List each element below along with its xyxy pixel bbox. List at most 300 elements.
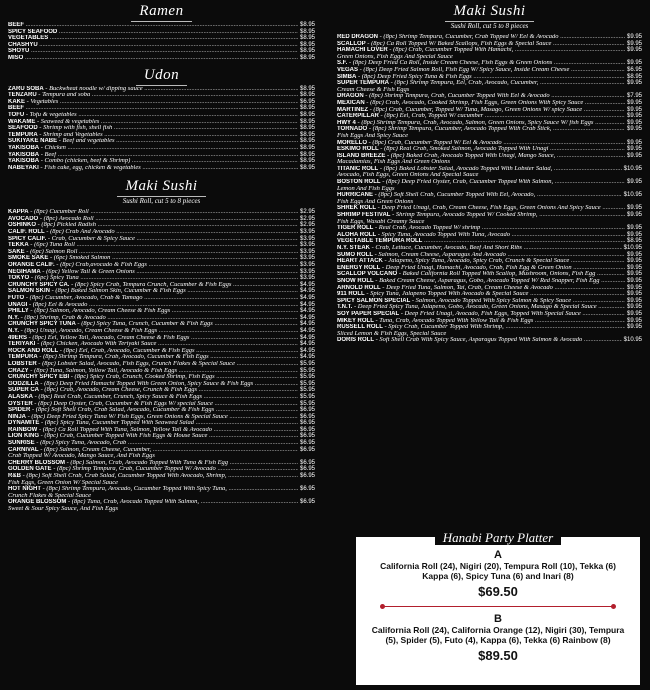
menu-item-description: - (8pc) Baked Lobster Salad, Avocado Topped With Lobster Salad, [378, 165, 553, 172]
menu-item-name: CRAZY [8, 367, 29, 374]
menu-item-name: ALASKA [8, 393, 33, 400]
maki-left-list [8, 209, 315, 512]
menu-item [8, 216, 315, 223]
menu-item-continuation: Lemon And Fish Eggs [337, 185, 395, 192]
menu-item-price: $9.95 [626, 212, 642, 219]
menu-item-name: YAKISOBA [8, 144, 40, 151]
menu-item-description: - (8pc) Spicy Tuna, Avocado, Crab [34, 440, 127, 447]
menu-item-name: ALOHA ROLL [337, 231, 377, 238]
menu-item-price: $9.95 [626, 179, 642, 186]
menu-item-text [8, 236, 298, 243]
menu-item-text [337, 265, 625, 272]
menu-item [337, 271, 642, 278]
menu-item-description: - (8pc) Deep Oyster, Crab, Cucumber & Fish Eggs W/ special Sauce [32, 400, 213, 407]
menu-item-description: - (8pc) Salmon, Avocado, Cream Cheese & Fish Eggs [28, 308, 171, 315]
menu-item-name: KAPPA [8, 209, 29, 216]
menu-item-price: $6.95 [299, 433, 315, 440]
menu-item-price: $8.95 [299, 92, 315, 99]
menu-item [8, 499, 315, 506]
menu-item-price: $8.95 [299, 125, 315, 132]
menu-item-text [8, 92, 298, 99]
menu-item [8, 427, 315, 434]
menu-item-name: TEMPURA [8, 131, 38, 138]
menu-item [337, 80, 642, 87]
menu-item-text [337, 311, 625, 318]
menu-item-price: $9.95 [626, 80, 642, 87]
menu-item-description: - Beef [39, 151, 57, 158]
menu-item-price: $9.95 [626, 258, 642, 265]
menu-item-name: CRUNCHY SPICY CA. [8, 281, 70, 288]
menu-item-name: CHERRY BLOSSOM [8, 459, 66, 466]
maki-right-list [337, 34, 642, 344]
menu-item-price: $3.95 [299, 268, 315, 275]
menu-item-description: - (8pc) Shrimp Tempura, Avocado, Cucumber Topped With Spicy Tuna, [41, 486, 227, 493]
menu-item-price: $9.95 [626, 251, 642, 258]
menu-item [8, 288, 315, 295]
menu-item-text [8, 29, 298, 36]
menu-item-name: TERIYAKI [8, 341, 36, 348]
menu-item-description: - (8pc) Pickled Radish [36, 222, 96, 229]
menu-item-text [8, 374, 298, 381]
menu-item-price: $9.95 [626, 34, 642, 40]
menu-item-name: 49ERS [8, 334, 28, 341]
menu-item [8, 440, 315, 447]
menu-item-name: BEEF [8, 22, 25, 28]
menu-item [8, 308, 315, 315]
platter-title: Hanabi Party Platter [356, 529, 640, 547]
menu-item [337, 245, 642, 252]
menu-item [8, 132, 315, 139]
menu-item-description: - (8pc) Shrimp Tempura, Eel, Crab, Avocado, Cucumber, [389, 80, 539, 87]
menu-item-price: $5.95 [299, 367, 315, 374]
menu-item-price: $6.95 [299, 98, 315, 105]
menu-item-description: - (8pc) Crab,avocado & Fish Eggs [54, 262, 147, 269]
menu-item-description: - Tofu & vegetables [24, 111, 77, 118]
menu-item-name: SUPER TEMPURA [337, 80, 390, 87]
menu-item-description: - Real Crab, Avocado Topped W/ shrimp [373, 225, 481, 232]
menu-item-text [8, 394, 298, 401]
menu-item-description: - (8pc) Baked Salmon Skin, Cucumber & Fish Eggs [50, 288, 186, 295]
menu-item-text [8, 354, 298, 361]
menu-item [8, 374, 315, 381]
menu-item-text [337, 324, 625, 331]
menu-item-text [8, 361, 298, 368]
menu-item-price: $8.95 [299, 164, 315, 171]
menu-item-price: $9.95 [626, 284, 642, 291]
menu-item-name: SCALLOP VOLCANO [337, 271, 398, 278]
menu-item-name: VEGAS [337, 66, 359, 73]
menu-item-price: $6.95 [299, 499, 315, 506]
menu-item-name: NINJA [8, 413, 27, 420]
menu-item-price: $5.95 [299, 387, 315, 394]
menu-item-name: N.Y. [8, 314, 20, 321]
menu-item-description: - Buckwheat noodle w/ dipping sauce [43, 85, 143, 92]
menu-item [8, 354, 315, 361]
menu-item-name: DORIS ROLL [337, 337, 374, 344]
menu-item-name: S.F. [337, 60, 348, 67]
menu-item-price: $9.95 [626, 146, 642, 153]
menu-item-price: $8.95 [299, 54, 315, 61]
menu-item-price: $8.95 [299, 85, 315, 92]
menu-item [337, 120, 642, 127]
menu-item-text [8, 288, 298, 295]
menu-item-description: - (8pc) Unagi, Avocado, Cream Cheese & Fish Eggs [19, 327, 158, 334]
menu-item-description: - (8pc) Eel, Crab, Avocado, Cucumber & Fish Eggs [58, 347, 195, 354]
menu-item-price: $9.95 [626, 40, 642, 47]
menu-item-price: $8.95 [299, 105, 315, 112]
menu-item [337, 298, 642, 305]
menu-item-text [8, 55, 298, 62]
menu-item-description: - (8pc) Shrimp Tempura, Crab, Cucumber Topped With Eel & Avocado [363, 93, 550, 100]
menu-item-description: - (8pc) Avocado Roll [38, 215, 94, 222]
menu-item-price: $9.95 [626, 225, 642, 232]
menu-item-text [337, 67, 625, 74]
menu-item-text [8, 158, 298, 165]
menu-item-text [8, 48, 298, 55]
menu-item-text [8, 407, 298, 414]
menu-item [8, 401, 315, 408]
menu-item-text [8, 86, 298, 93]
menu-item-name: ROCK AND ROLL [8, 347, 59, 354]
menu-item-price: $4.95 [299, 295, 315, 301]
menu-item-price: $4.95 [299, 314, 315, 321]
menu-item-description: - (8pc) Ca Roll Topped W/ Baked Scallops, Fish Eggs & Special Sauce [365, 40, 552, 47]
menu-item-text [8, 447, 298, 454]
menu-item-description: - Tempura and soba [36, 92, 91, 99]
menu-item-name: MEXICAN [337, 99, 365, 106]
menu-item-text [8, 138, 298, 145]
menu-item [337, 140, 642, 147]
platter-b [356, 613, 640, 663]
menu-item-price: $8.95 [299, 48, 315, 55]
menu-item-name: TEKKA [8, 242, 29, 249]
menu-item [8, 92, 315, 99]
menu-item-text [337, 318, 625, 325]
menu-item [337, 304, 642, 311]
menu-item-description: - (8pc) Deep Fried Oyster, Crab, Cucumber Topped With Salmon, [380, 179, 554, 186]
platter-b-letter: B [494, 613, 502, 625]
menu-item-text [337, 271, 625, 278]
menu-item-price: $6.95 [299, 466, 315, 473]
menu-item-price: $9.95 [626, 119, 642, 126]
menu-item-description: - (8pc) Deep Fried Hamachi Topped With Green Onion, Spicy Sauce & Fish Eggs [38, 380, 254, 387]
menu-item-continuation: Fish Eggs, Green Onion W/ Special Sauce [8, 479, 119, 486]
menu-item-text [337, 126, 625, 133]
menu-item-description: - (8pc) Shrimp Tempura, Crab, Avocado, Salmon, Green Onions, Spicy Sauce W/ fish Eggs [355, 119, 594, 126]
menu-item [337, 311, 642, 318]
menu-item [8, 29, 315, 36]
menu-item-description: - Spicy Tuna, Jalapeno Topped With Avocado & Special Sauce [364, 291, 529, 298]
menu-item-description: - (8pc) Shrimp Tempura, Cucumber, Crab Topped W/ Eel & Avocado [378, 34, 559, 40]
menu-item-text [8, 165, 298, 172]
menu-item-price: $6.95 [299, 426, 315, 433]
menu-item [8, 22, 315, 29]
menu-item-description: - (8pc) Cucumber, Avocado, Crab & Tamago [24, 295, 143, 301]
menu-item [8, 387, 315, 394]
menu-item-price: $4.95 [299, 288, 315, 295]
menu-item [337, 232, 642, 239]
menu-item-text [8, 473, 298, 480]
menu-item-price: $8.95 [299, 138, 315, 145]
menu-item-name: SNOW ROLL [337, 277, 374, 284]
menu-item-name: HAMACHI LOVER [337, 47, 388, 54]
menu-item-name: SUKIYAKE NABE [8, 138, 58, 145]
menu-item-price: $5.95 [299, 374, 315, 381]
menu-item-text [8, 105, 298, 112]
menu-item [8, 302, 315, 309]
menu-item-description: - Crab, Cucumber & Spicy Sauce [46, 235, 135, 242]
menu-item-description: - (8pc) Crab, Cucumber Topped With Hamachi, [387, 47, 514, 54]
menu-item-price: $3.95 [299, 248, 315, 255]
menu-item-text [337, 252, 625, 259]
menu-item-text [337, 179, 625, 186]
menu-item [8, 125, 315, 132]
menu-item-name: WAKAME [8, 118, 36, 125]
menu-item-text [337, 238, 625, 245]
menu-item-description: - (8pc) Ca Roll Topped With Tuna, Salmon, Yellow Tail & Avocado [37, 426, 213, 433]
menu-item [337, 100, 642, 107]
menu-item-name: SHREK ROLL [337, 205, 376, 212]
menu-item-name: TOFU [8, 111, 25, 118]
menu-item-name: VEGETABLES [8, 35, 49, 42]
menu-item-text [8, 242, 298, 249]
menu-item-name: ARNOLD ROLL [337, 284, 381, 291]
menu-item-price: $8.95 [299, 35, 315, 42]
menu-item-text [8, 249, 298, 256]
menu-item-price: $5.95 [299, 360, 315, 367]
menu-item-price: $3.95 [299, 242, 315, 249]
menu-item [337, 291, 642, 298]
menu-item-text [8, 42, 298, 49]
menu-item-description: - (8pc) Spicy Crab, Tempura Crunch, Cucumber & Fish Eggs [69, 281, 232, 288]
menu-item-name: SHOYU [8, 48, 30, 55]
menu-item-text [8, 132, 298, 139]
menu-item-name: HURRICANE [337, 192, 373, 199]
menu-item-name: HWY 4 [337, 119, 356, 126]
menu-item [337, 41, 642, 48]
menu-item-name: RAINBOW [8, 426, 38, 433]
menu-item-price: $5.95 [299, 393, 315, 400]
menu-item [8, 473, 315, 480]
menu-item-continuation: Crab Topped W/ Avocado, Mango Sauce, And Fish Eggs [8, 453, 155, 460]
menu-item-text [337, 47, 625, 54]
menu-item-description: - Deep Fried Unagi, Avocado, Fish Eggs, Topped With Special Sauce [399, 310, 581, 317]
maki-right-title: Maki Sushi [337, 2, 642, 22]
menu-item-price: $4.95 [299, 334, 315, 341]
menu-item-text [8, 341, 298, 348]
menu-item-price: $10.95 [623, 245, 642, 251]
menu-item [337, 265, 642, 272]
menu-item [8, 145, 315, 152]
udon-title: Udon [8, 66, 315, 86]
menu-item-price: $6.95 [299, 459, 315, 466]
menu-item-description: - (8pc) Spicy Tuna, Cucumber Topped With Seaweed Salad [39, 420, 195, 427]
menu-item-name: FUTO [8, 295, 25, 301]
menu-item [337, 47, 642, 54]
menu-item-description: - Tuna, Crab, Avocado Topped With Yellow Tail & Fish Eggs [373, 317, 534, 324]
menu-item-name: SUMO ROLL [337, 251, 373, 258]
menu-item-text [8, 414, 298, 421]
menu-item-name: TENZARU [8, 92, 37, 99]
menu-item-continuation: Sweet & Sour Spicy Sauce, And Fish Eggs [8, 506, 119, 512]
menu-item-name: BEEF [8, 105, 25, 112]
menu-item-description: - (8pc) Crab, Avocado, Cooked Shrimp, Fish Eggs, Green Onions With Spicy Sauce [364, 99, 584, 106]
menu-item-text [337, 140, 625, 147]
menu-item [8, 460, 315, 467]
menu-item-price: $9.95 [626, 264, 642, 271]
menu-item-name: ZARU SOBA [8, 85, 44, 92]
menu-item [8, 275, 315, 282]
menu-item-description: - (8pc) Soft Shell Crab, Cucumber Topped With Eel, Avocado, [373, 192, 536, 199]
menu-item-name: DYNAMITE [8, 420, 40, 427]
platter-a-contents: California Roll (24), Nigiri (20), Tempura Roll (10), Tekka (6) Kappa (6), Spicy Tuna (6) and Inari (8) [380, 561, 616, 581]
menu-item-name: GODZILLA [8, 380, 39, 387]
menu-item-description: - (6pc) Smoked Salmon [48, 255, 111, 262]
menu-item-name: SUPER CA [8, 387, 40, 394]
menu-item-name: TEMPURA [8, 354, 38, 361]
menu-item-text [8, 269, 298, 276]
menu-item-description: - Shrimp and Vegetables [37, 131, 103, 138]
menu-item-text [8, 401, 298, 408]
menu-item-name: AVOCADO [8, 215, 39, 222]
menu-item [337, 337, 642, 344]
menu-item [8, 242, 315, 249]
menu-item [8, 295, 315, 302]
menu-item-text [8, 222, 298, 229]
udon-list [8, 86, 315, 172]
menu-item-description: - Spicy Crab, Cucumber Topped With Shrimp, [382, 324, 504, 331]
menu-item-text [8, 387, 298, 394]
menu-item [8, 222, 315, 229]
menu-item-name: TOKYO [8, 275, 30, 282]
menu-item-text [8, 427, 298, 434]
menu-item-price: $5.95 [299, 400, 315, 407]
menu-item-text [8, 420, 298, 427]
menu-item-description: - (8pc) Tuna, Crab, Avocado Topped With Salmon, [66, 499, 200, 506]
menu-item-text [8, 112, 298, 119]
menu-item-price: $4.95 [299, 281, 315, 288]
menu-item-description: - (8pc) Real Crab, Cucumber, Crunch, Spicy Sauce & Fish Eggs [33, 393, 202, 400]
menu-item-name: PHILLY [8, 308, 29, 315]
menu-item [8, 447, 315, 454]
menu-item-text [8, 499, 298, 506]
menu-item-text [337, 278, 625, 285]
menu-item [337, 74, 642, 81]
menu-item-continuation: Fish Eggs And Green Onions [337, 198, 414, 205]
menu-item [8, 368, 315, 375]
menu-item-name: SPICY SEAFOOD [8, 28, 58, 35]
menu-item-text [337, 41, 625, 48]
menu-item-description: - (6pc) Salmon Roll [24, 248, 78, 255]
menu-item-price: $4.95 [299, 341, 315, 348]
menu-item-text [8, 440, 298, 447]
menu-item-price: $4.95 [299, 301, 315, 308]
menu-item-price: $6.95 [299, 413, 315, 420]
menu-item-text [337, 153, 625, 160]
menu-item-text [337, 291, 625, 298]
menu-item-price: $2.95 [299, 215, 315, 222]
menu-item [8, 262, 315, 269]
menu-item-name: ORANGE CALIF. [8, 262, 55, 269]
menu-item-price: $9.95 [626, 47, 642, 54]
menu-item-name: SIMBA [337, 73, 357, 80]
menu-item-price: $9.95 [626, 324, 642, 331]
menu-item-text [8, 486, 298, 493]
menu-item-name: SOY PAPER SPECIAL [337, 310, 400, 317]
menu-item-price: $8.95 [626, 238, 642, 245]
menu-item-price: $6.95 [299, 486, 315, 493]
menu-item [337, 107, 642, 114]
menu-item-name: YAKISOBA [8, 151, 40, 158]
menu-item-text [8, 302, 298, 309]
menu-item-description: - Seaweed & vegetables [35, 118, 100, 125]
menu-item-text [8, 255, 298, 262]
menu-item-description: - Beef and vegetables [57, 138, 115, 145]
menu-item-text [337, 80, 625, 87]
menu-item-price: $8.95 [299, 144, 315, 151]
menu-item-description: - (8pc) Deep Fried Salmon Roll, Fish Egg W/ Spicy Sauce, Inside Cream Cheese [358, 66, 570, 73]
menu-item [337, 318, 642, 325]
menu-item-description: - (6pc) Tuna Roll [28, 242, 75, 249]
menu-item-description: - Salmon, Cream Cheese, Asparagus And Avocado [373, 251, 506, 258]
menu-item [337, 113, 642, 120]
menu-item [8, 105, 315, 112]
menu-item-text [337, 225, 625, 232]
menu-item-description: - (8pc) Salmon, Cream Cheese, Cucumber, [38, 446, 152, 453]
menu-item-price: $8.95 [299, 111, 315, 118]
menu-item-description: - (8pc) Deep Fried Spicy Tuna W/ Fish Eggs, Green Onions & Special Sauce [26, 413, 228, 420]
menu-item-text [337, 107, 625, 114]
menu-item-text [8, 381, 298, 388]
menu-item [337, 93, 642, 100]
menu-item-description: - Deep Fried Tuna, Salmon, Tai, Crab, Cream Cheese & Avocado [380, 284, 553, 291]
menu-item-name: SPIDER [8, 407, 31, 414]
menu-item [337, 225, 642, 232]
menu-item-price: $3.95 [299, 235, 315, 242]
menu-item-name: SAKE [8, 248, 25, 255]
menu-item-description: - (8pc) Crab, Cucumber, Topped W/ Tuna, Masago, Green Onions W/ spicy Sauce [368, 106, 583, 113]
menu-item-price: $4.95 [299, 308, 315, 315]
menu-item-description: - Spicy Tuna, Avocado Topped With Tuna, Avocado [376, 231, 510, 238]
right-column [337, 0, 642, 344]
menu-item-text [337, 113, 625, 120]
menu-item [337, 192, 642, 199]
menu-item [8, 229, 315, 236]
menu-item-name: TIGER ROLL [337, 225, 374, 232]
menu-item-description: - (8pc) Eel & Avocado [27, 301, 88, 308]
menu-item-price: $6.95 [299, 473, 315, 480]
menu-item-text [337, 74, 625, 81]
menu-item-description: - Deep Fried Unagi, Hamachi, Avocado, Crab, Fish Egg & Green Onion [380, 264, 572, 271]
menu-item [337, 146, 642, 153]
menu-item [8, 86, 315, 93]
platter-divider [383, 606, 613, 607]
menu-item-name: SEAFOOD [8, 125, 38, 132]
menu-item [8, 48, 315, 55]
menu-item [8, 328, 315, 335]
menu-item-description: - Baked California Roll Topped With Scallop, Mushroom, Onions, Fish Egg [397, 271, 596, 278]
menu-item-text [337, 60, 625, 67]
menu-item-name: N.Y. [8, 327, 20, 334]
menu-item-text [8, 348, 298, 355]
menu-item-text [337, 212, 625, 219]
menu-item-text [8, 152, 298, 159]
menu-item-name: ENERGY ROLL [337, 264, 381, 271]
menu-item [8, 42, 315, 49]
menu-item-text [8, 119, 298, 126]
menu-item-price: $10.95 [623, 337, 642, 344]
menu-item-text [8, 35, 298, 42]
